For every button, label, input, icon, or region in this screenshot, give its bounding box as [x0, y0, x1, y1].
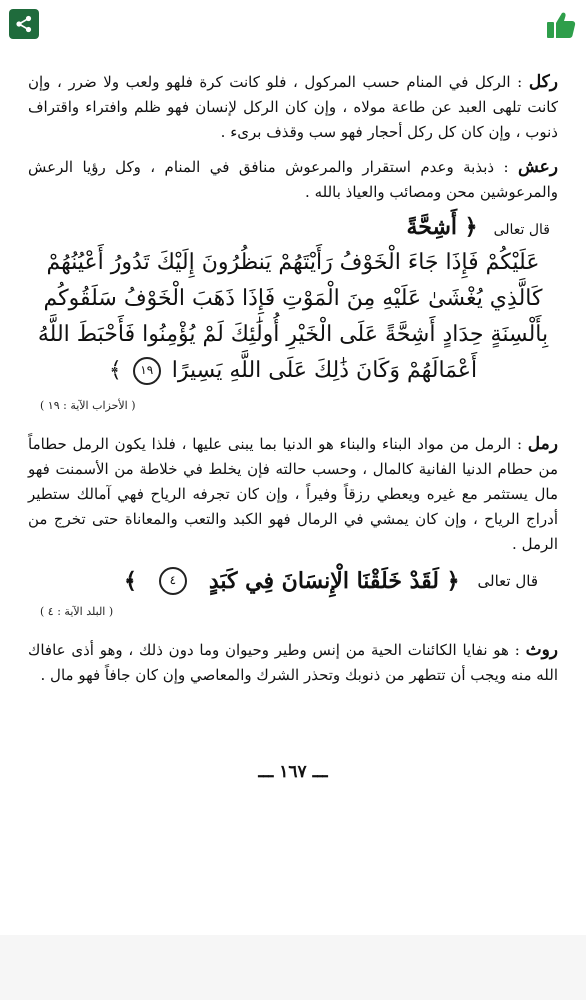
entry-text: : هو نفايا الكائنات الحية من إنس وطير وحيوان وما دون ذلك ، وهو أذى عافاك الله منه ويجب أن تتطهر من ذنوبك وتحذر الشرك والمعاصي وإن كان جافاً فهو مال .	[28, 641, 558, 684]
entry-raash	[28, 155, 558, 205]
bottom-bar	[0, 935, 586, 1000]
verse-text: عَلَيْكُمْ فَإِذَا جَاءَ الْخَوْفُ رَأَيْتَهُمْ يَنظُرُونَ إِلَيْكَ تَدُورُ أَعْيُنُهُمْ كَالَّذِي يُغْشَىٰ عَلَيْهِ مِنَ الْمَوْتِ فَإِذَا ذَهَبَ الْخَوْفُ سَلَقُوكُم بِأَلْسِنَةٍ حِدَادٍ أَشِحَّةً عَلَى الْخَيْرِ أُولَٰئِكَ لَمْ يُؤْمِنُوا فَأَحْبَطَ اللَّهُ أَعْمَالَهُمْ وَكَانَ ذَٰلِكَ عَلَى اللَّهِ يَسِيرًا	[37, 250, 549, 383]
entry-term: ركل	[528, 72, 558, 92]
quran-verse-short	[28, 567, 558, 595]
verse-head: ﴿ أَشِحَّةً	[406, 214, 478, 240]
ayah-number-marker: ٤	[159, 567, 187, 595]
entry-term: روث	[525, 640, 558, 660]
quran-verse-block	[28, 215, 558, 418]
book-page	[28, 70, 558, 840]
entry-raml	[28, 432, 558, 557]
entry-text: : الرمل من مواد البناء والبناء هو الدنيا بما يبنى عليها ، فلذا يكون الرمل حطاماً من حطام الدنيا الفانية كالمال ، وحسب حالته فإن يخلط في خلاطة من الأسمنت فهو مال يستثمر مع غيره ويعطي رزقاً وفيراً ، وإن كان تجرفه الرياح فهي آمالك ستطير أدراج الرياح ، وإن كان يمشي في الرمال فهو الكبد والتعب والمعاناة حتى تخرج من الرمل .	[28, 435, 558, 553]
entry-rakl	[28, 70, 558, 145]
top-toolbar	[0, 0, 586, 52]
verse-close-bracket: ﴾	[123, 567, 137, 594]
quran-verse	[28, 245, 558, 389]
verse-text: ﴿ لَقَدْ خَلَقْنَا الْإِنسَانَ فِي كَبَدٍ	[208, 567, 460, 594]
verse-intro	[28, 215, 558, 243]
like-button[interactable]	[544, 8, 578, 42]
ayah-number-marker: ١٩	[133, 357, 161, 385]
qal-label: قال تعالى	[493, 222, 550, 238]
qal-label: قال تعالى	[477, 571, 538, 590]
entry-text: : الركل في المنام حسب المركول ، فلو كانت كرة فلهو ولعب ولا ضرر ، وإن كانت تلهى العبد عن طاعة مولاه ، وإن كان الركل لإنسان فهو ظلم وافتراء واقتراف ذنوب ، وإن كان كل ركل أحجار فهو سب وقذف برىء .	[28, 73, 558, 141]
entry-text: : ذبذبة وعدم استقرار والمرعوش منافق في المنام ، وكل رؤيا الرعش والمرعوشين محن ومصائب والعياذ بالله .	[28, 158, 558, 201]
share-icon	[15, 15, 33, 33]
thumbs-up-icon	[545, 9, 577, 41]
entry-term: رمل	[527, 434, 558, 454]
entry-term: رعش	[517, 157, 558, 177]
verse-reference: ( الأحزاب الآية : ١٩ )	[40, 399, 136, 412]
verse-close-bracket: ﴾	[108, 358, 122, 383]
verse-reference: ( البلد الآية : ٤ )	[40, 605, 114, 618]
entry-rawth	[28, 638, 558, 688]
page-number: ـــ ١٦٧ ـــ	[258, 762, 328, 782]
share-button[interactable]	[9, 9, 39, 39]
